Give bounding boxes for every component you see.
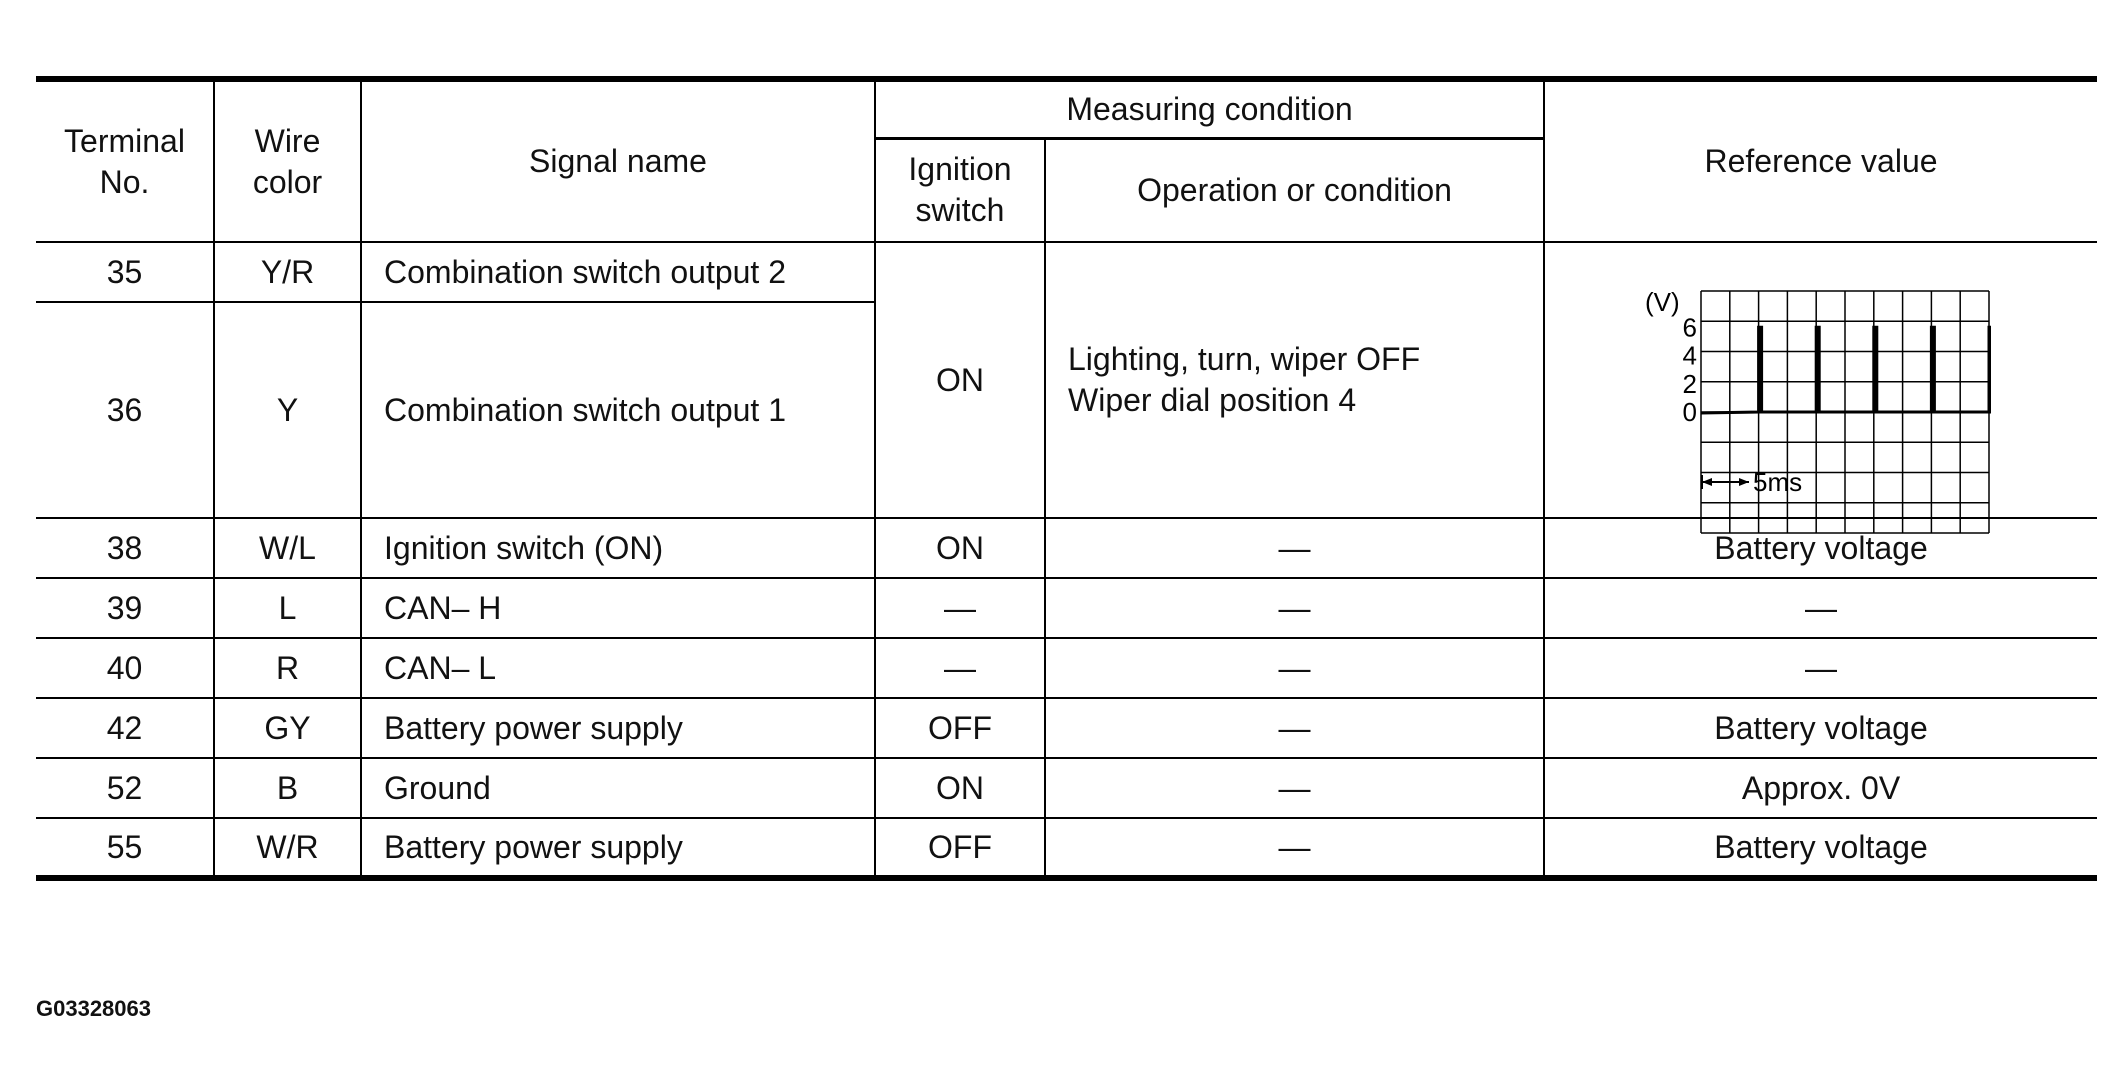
operation-cell: — <box>1045 698 1544 758</box>
figure-code: G03328063 <box>36 996 151 1021</box>
wire-color-cell: Y <box>214 302 361 518</box>
terminal-cell: 36 <box>36 302 214 518</box>
table-row <box>36 242 2097 302</box>
time-scale-marker <box>1702 467 1802 497</box>
wire-color-cell: B <box>214 758 361 818</box>
wire-color-cell: W/L <box>214 518 361 578</box>
header-wire-color <box>214 79 361 242</box>
signal-name-cell: Battery power supply <box>361 698 875 758</box>
operation-cell: — <box>1045 818 1544 878</box>
operation-cell <box>1045 242 1544 518</box>
header-terminal-no-label: Terminal No. <box>64 122 185 200</box>
y-tick-label: 4 <box>1682 340 1698 371</box>
wire-color-cell: R <box>214 638 361 698</box>
terminal-cell: 52 <box>36 758 214 818</box>
signal-name-cell: Ignition switch (ON) <box>361 518 875 578</box>
operation-cell: — <box>1045 518 1544 578</box>
reference-value-cell: — <box>1544 578 2097 638</box>
header-reference-value: Reference value <box>1544 79 2097 242</box>
ignition-cell: OFF <box>875 818 1045 878</box>
pulse-trace <box>1701 327 1991 413</box>
wire-color-cell: Y/R <box>214 242 361 302</box>
header-measuring-condition: Measuring condition <box>875 79 1544 138</box>
reference-value-cell: Battery voltage <box>1544 818 2097 878</box>
wire-color-cell: GY <box>214 698 361 758</box>
operation-line-1: Lighting, turn, wiper OFF <box>1068 341 1421 377</box>
ignition-cell: OFF <box>875 698 1045 758</box>
time-scale-label: 5ms <box>1753 467 1803 497</box>
ignition-cell: ON <box>875 518 1045 578</box>
table-row <box>36 638 2097 698</box>
terminal-cell: 40 <box>36 638 214 698</box>
signal-name-cell: Combination switch output 2 <box>361 242 875 302</box>
signal-name-cell: CAN– L <box>361 638 875 698</box>
wire-color-cell: L <box>214 578 361 638</box>
terminal-cell: 55 <box>36 818 214 878</box>
ignition-cell: ON <box>875 758 1045 818</box>
signal-name-cell: CAN– H <box>361 578 875 638</box>
wire-color-cell: W/R <box>214 818 361 878</box>
operation-cell: — <box>1045 578 1544 638</box>
table-row <box>36 698 2097 758</box>
waveform-unit-label: (V) <box>1645 287 1680 317</box>
waveform-trace <box>1701 327 1991 413</box>
reference-value-cell: Battery voltage <box>1544 698 2097 758</box>
operation-cell: — <box>1045 758 1544 818</box>
terminal-spec-table <box>36 76 2097 881</box>
terminal-cell: 38 <box>36 518 214 578</box>
operation-line-2: Wiper dial position 4 <box>1068 382 1357 418</box>
header-wire-color-label: Wire color <box>252 122 323 200</box>
reference-value-cell: Approx. 0V <box>1544 758 2097 818</box>
terminal-cell: 35 <box>36 242 214 302</box>
waveform-chart <box>1635 285 1991 535</box>
operation-cell: — <box>1045 638 1544 698</box>
reference-value-cell: — <box>1544 638 2097 698</box>
y-tick-label: 2 <box>1682 368 1698 399</box>
table-row <box>36 578 2097 638</box>
header-ignition-switch-label: Ignition switch <box>908 151 1012 229</box>
signal-name-cell: Battery power supply <box>361 818 875 878</box>
ignition-cell: ON <box>875 242 1045 518</box>
terminal-cell: 42 <box>36 698 214 758</box>
signal-name-cell: Combination switch output 1 <box>361 302 875 518</box>
y-tick-label: 0 <box>1682 397 1698 427</box>
y-tick-label: 6 <box>1682 312 1698 343</box>
reference-value-cell: Battery voltage <box>1544 518 2097 578</box>
header-operation-condition: Operation or condition <box>1045 138 1544 242</box>
table-row <box>36 818 2097 878</box>
ignition-cell: — <box>875 578 1045 638</box>
waveform-y-ticks <box>1683 312 1697 427</box>
header-ignition-switch <box>875 138 1045 242</box>
header-signal-name: Signal name <box>361 79 875 242</box>
table-row <box>36 758 2097 818</box>
signal-name-cell: Ground <box>361 758 875 818</box>
ignition-cell: — <box>875 638 1045 698</box>
reference-waveform-cell <box>1544 242 2097 518</box>
header-terminal-no <box>36 79 214 242</box>
terminal-cell: 39 <box>36 578 214 638</box>
